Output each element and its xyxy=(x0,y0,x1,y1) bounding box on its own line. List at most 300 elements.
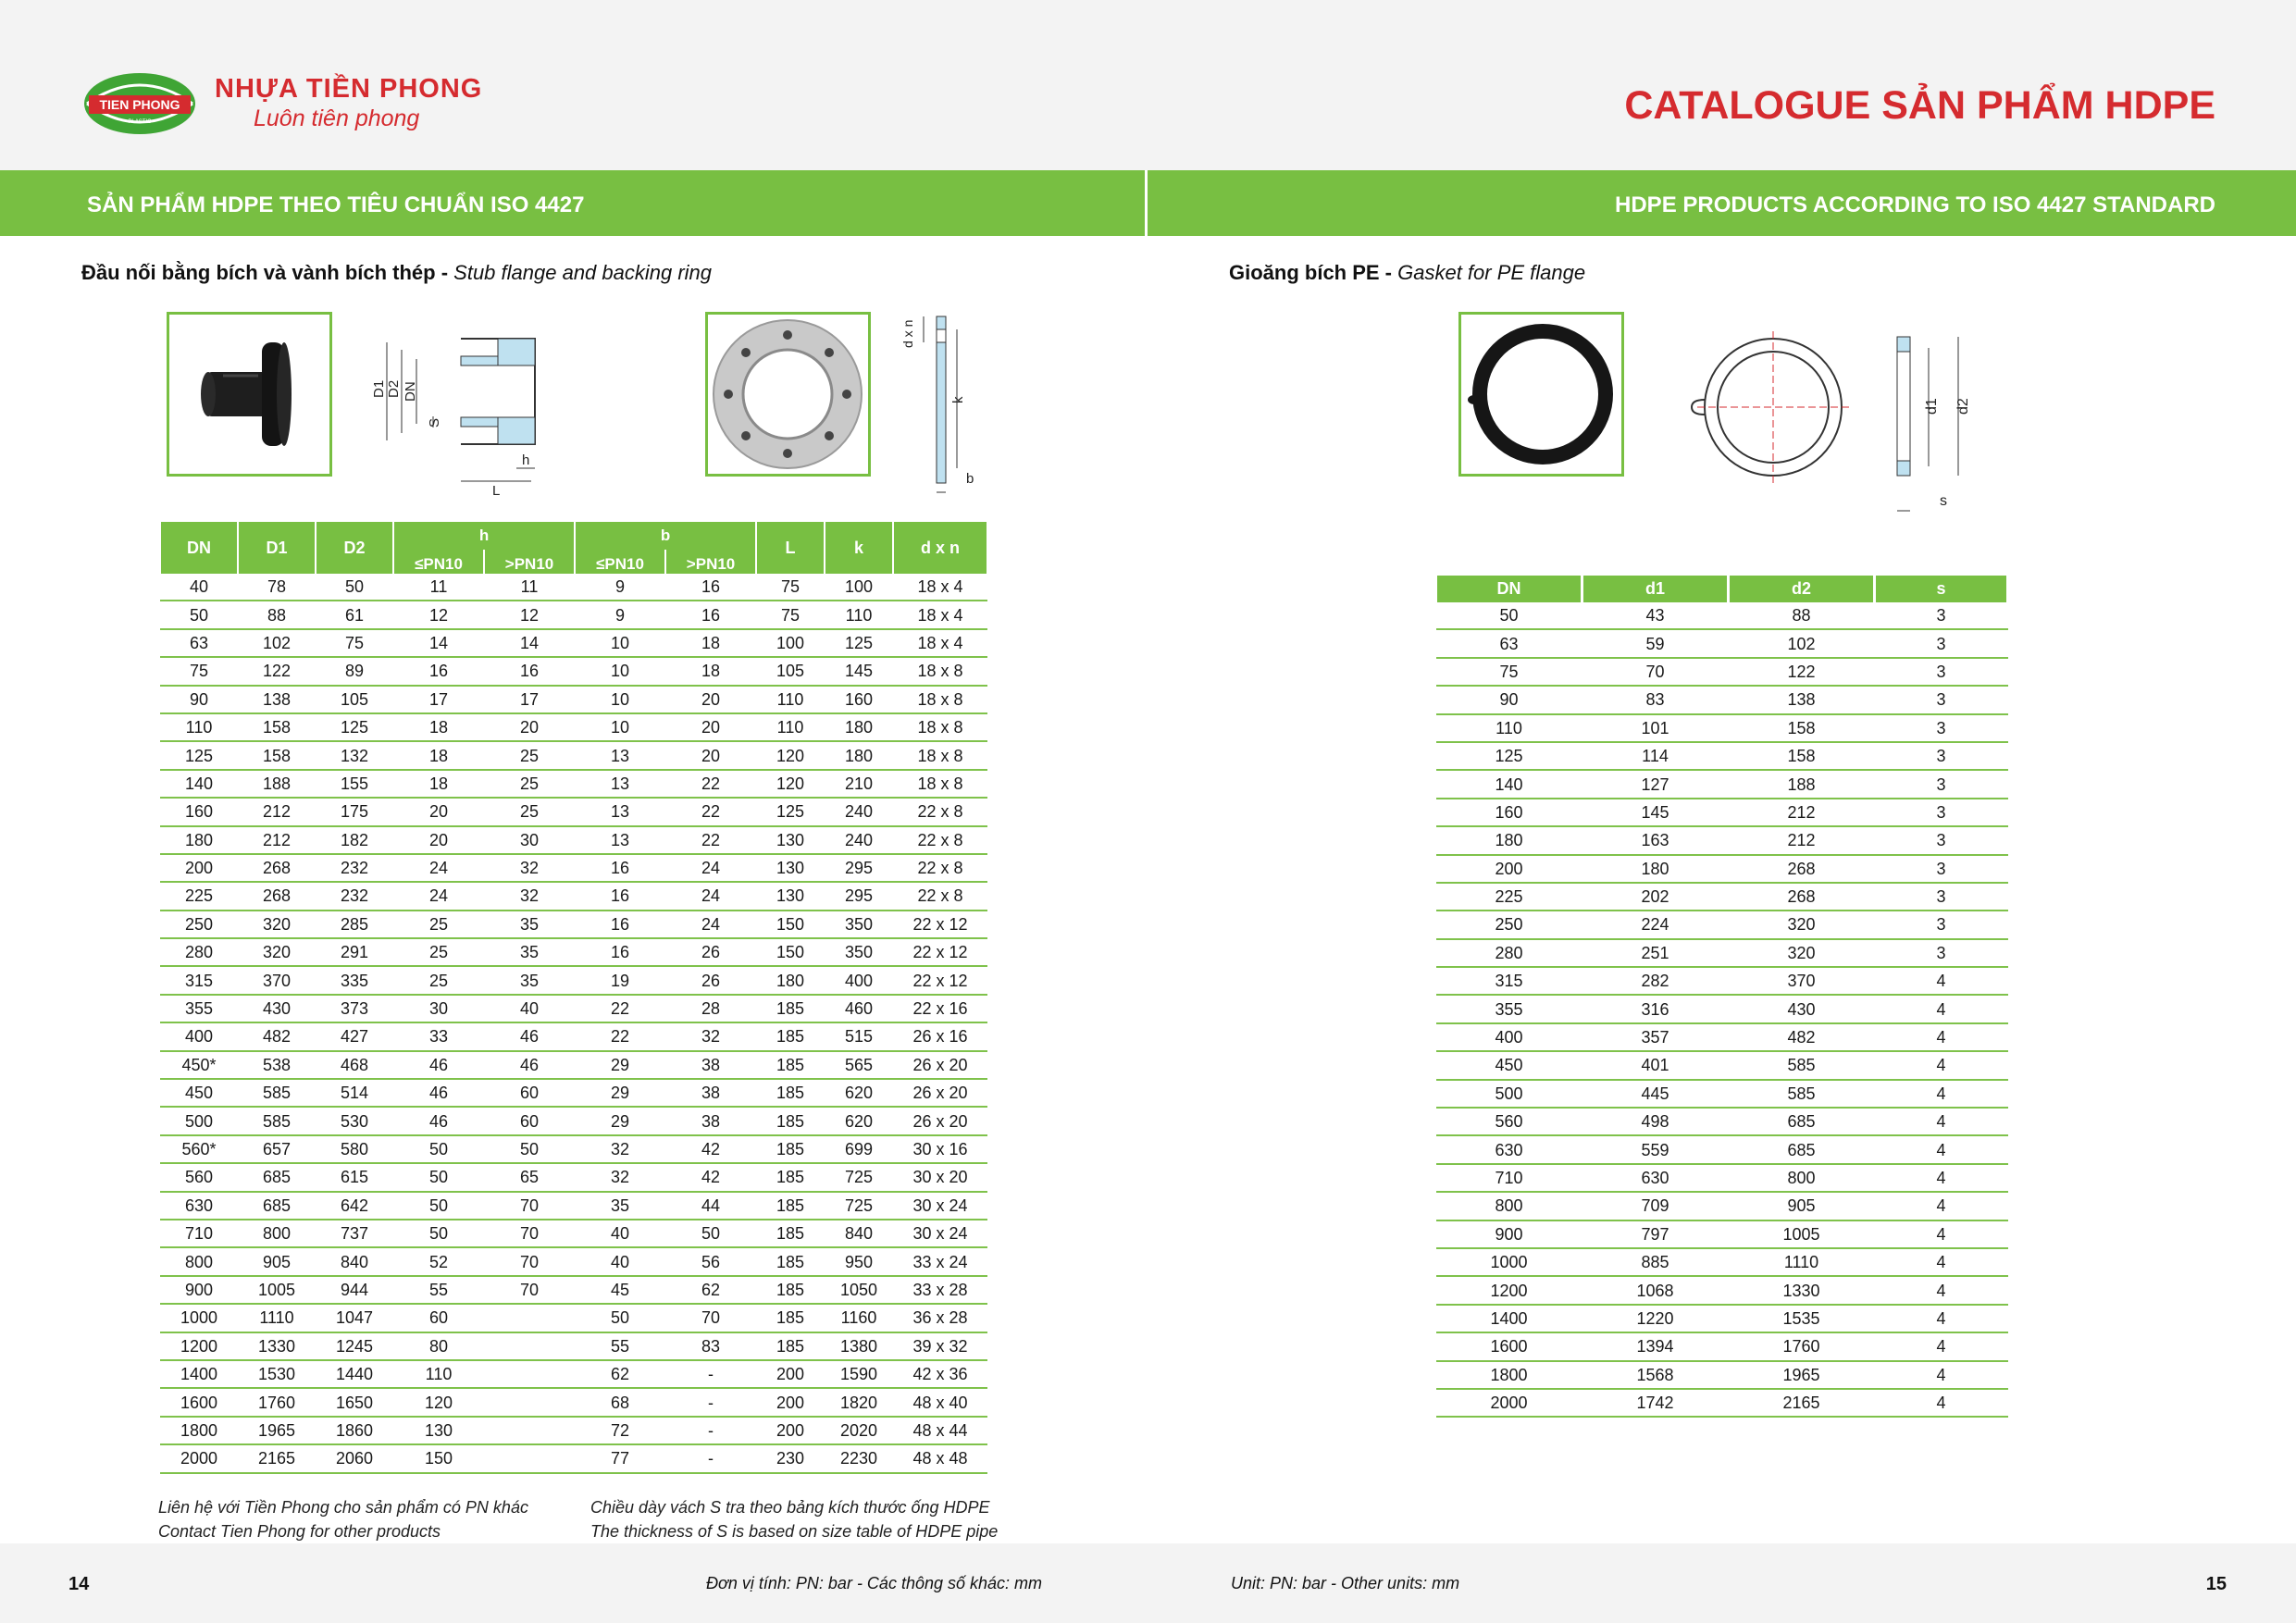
table-cell: 202 xyxy=(1582,883,1729,911)
table-cell: 35 xyxy=(484,911,575,938)
table-cell xyxy=(484,1304,575,1332)
stub-flange-row xyxy=(160,1388,987,1416)
table-cell: - xyxy=(665,1360,756,1388)
table-cell: 4 xyxy=(1875,967,2008,995)
backing-ring-diagram xyxy=(901,311,985,496)
table-cell: 1050 xyxy=(825,1276,893,1304)
dim-gasket-s-label: s xyxy=(1940,493,1947,509)
table-cell: 1568 xyxy=(1582,1361,1729,1389)
table-cell: 482 xyxy=(1729,1023,1875,1051)
table-cell: 1600 xyxy=(1436,1332,1582,1360)
table-cell: 160 xyxy=(825,686,893,713)
table-cell: 400 xyxy=(160,1022,238,1050)
table-cell: 657 xyxy=(238,1135,316,1163)
table-cell: 320 xyxy=(238,911,316,938)
table-cell: 42 xyxy=(665,1163,756,1191)
table-cell: 560 xyxy=(1436,1108,1582,1135)
table-cell: 232 xyxy=(316,854,393,882)
table-cell: 840 xyxy=(316,1247,393,1275)
table-cell: 200 xyxy=(756,1388,825,1416)
table-cell: 38 xyxy=(665,1051,756,1079)
table-cell: 140 xyxy=(1436,770,1582,798)
stub-flange-row xyxy=(160,882,987,910)
stub-flange-row xyxy=(160,657,987,685)
table-cell: 315 xyxy=(1436,967,1582,995)
col-gasket-dn: DN xyxy=(1436,576,1582,602)
table-cell: 905 xyxy=(1729,1192,1875,1220)
table-cell: 400 xyxy=(1436,1023,1582,1051)
table-cell: 12 xyxy=(393,601,484,628)
table-cell: 250 xyxy=(160,911,238,938)
table-cell: 1400 xyxy=(160,1360,238,1388)
table-cell: 212 xyxy=(1729,826,1875,854)
table-cell: 62 xyxy=(575,1360,665,1388)
stub-flange-row xyxy=(160,854,987,882)
table-cell: 585 xyxy=(238,1079,316,1107)
stub-flange-photo-image xyxy=(169,315,329,474)
table-cell: 737 xyxy=(316,1220,393,1247)
table-cell: 3 xyxy=(1875,742,2008,770)
table-cell: 185 xyxy=(756,1163,825,1191)
table-cell: 3 xyxy=(1875,602,2008,629)
table-cell: 26 xyxy=(665,966,756,994)
gasket-row xyxy=(1436,1220,2008,1248)
table-cell: 699 xyxy=(825,1135,893,1163)
table-cell: 3 xyxy=(1875,686,2008,713)
table-cell: 120 xyxy=(756,741,825,769)
table-cell: 110 xyxy=(160,713,238,741)
table-cell: 370 xyxy=(1729,967,1875,995)
table-cell: 22 x 8 xyxy=(893,798,987,825)
table-cell: 4 xyxy=(1875,1248,2008,1276)
table-cell: 1047 xyxy=(316,1304,393,1332)
col-b: b xyxy=(575,522,756,550)
table-cell: 212 xyxy=(1729,799,1875,826)
table-cell: 3 xyxy=(1875,883,2008,911)
gasket-row xyxy=(1436,911,2008,938)
gasket-row xyxy=(1436,742,2008,770)
table-cell: 1600 xyxy=(160,1388,238,1416)
gasket-title-en: Gasket for PE flange xyxy=(1397,261,1586,284)
table-cell: 1110 xyxy=(238,1304,316,1332)
table-cell: 515 xyxy=(825,1022,893,1050)
table-cell: 840 xyxy=(825,1220,893,1247)
table-cell: 1220 xyxy=(1582,1305,1729,1332)
table-cell: 20 xyxy=(665,741,756,769)
table-cell: 32 xyxy=(484,882,575,910)
table-cell: 800 xyxy=(1729,1164,1875,1192)
table-cell: 4 xyxy=(1875,1389,2008,1417)
table-cell: 10 xyxy=(575,629,665,657)
table-cell: 25 xyxy=(484,770,575,798)
table-cell: 88 xyxy=(238,601,316,628)
table-cell: 13 xyxy=(575,741,665,769)
page-number-right: 15 xyxy=(2205,1574,2227,1594)
gasket-photo xyxy=(1458,312,1624,477)
table-cell: 18 x 4 xyxy=(893,629,987,657)
table-cell: 1160 xyxy=(825,1304,893,1332)
table-cell: 10 xyxy=(575,686,665,713)
table-cell: 50 xyxy=(575,1304,665,1332)
stub-flange-row xyxy=(160,995,987,1022)
table-cell: 72 xyxy=(575,1417,665,1444)
table-cell: 4 xyxy=(1875,1361,2008,1389)
table-cell: 155 xyxy=(316,770,393,798)
note-thickness-en: The thickness of S is based on size table of HDPE pipe xyxy=(590,1522,999,1541)
table-cell: 642 xyxy=(316,1192,393,1220)
stub-flange-row xyxy=(160,798,987,825)
gasket-row xyxy=(1436,1135,2008,1163)
table-cell: 50 xyxy=(160,601,238,628)
stub-flange-row xyxy=(160,826,987,854)
table-cell: 180 xyxy=(756,966,825,994)
gasket-section-diagram xyxy=(1869,329,1980,514)
table-cell: 400 xyxy=(825,966,893,994)
table-cell: 68 xyxy=(575,1388,665,1416)
dim-gasket-d1-label: d1 xyxy=(1924,398,1940,415)
gasket-row xyxy=(1436,770,2008,798)
note-thickness xyxy=(590,1495,998,1543)
table-cell: 17 xyxy=(484,686,575,713)
table-cell: 158 xyxy=(1729,714,1875,742)
table-cell: 224 xyxy=(1582,911,1729,938)
table-cell: 145 xyxy=(1582,799,1729,826)
table-cell: 585 xyxy=(238,1107,316,1134)
table-cell: 1000 xyxy=(1436,1248,1582,1276)
table-cell: 16 xyxy=(484,657,575,685)
gasket-photo-image xyxy=(1461,315,1621,474)
table-cell: - xyxy=(665,1388,756,1416)
table-cell: 630 xyxy=(1582,1164,1729,1192)
table-cell: 200 xyxy=(756,1417,825,1444)
note-other-pn-en: Contact Tien Phong for other products xyxy=(158,1522,441,1541)
gasket-row xyxy=(1436,1305,2008,1332)
table-cell: 110 xyxy=(756,686,825,713)
stub-flange-row xyxy=(160,938,987,966)
table-cell: 180 xyxy=(825,713,893,741)
table-cell: 175 xyxy=(316,798,393,825)
table-cell: 905 xyxy=(238,1247,316,1275)
table-cell: 102 xyxy=(1729,629,1875,657)
table-cell: 500 xyxy=(1436,1080,1582,1108)
table-cell: 3 xyxy=(1875,911,2008,938)
table-cell: 4 xyxy=(1875,1305,2008,1332)
table-cell: 240 xyxy=(825,826,893,854)
table-cell: 1650 xyxy=(316,1388,393,1416)
table-cell: 685 xyxy=(238,1163,316,1191)
table-cell: 18 x 8 xyxy=(893,713,987,741)
table-cell: 1742 xyxy=(1582,1389,1729,1417)
table-cell: 185 xyxy=(756,1022,825,1050)
table-cell: 685 xyxy=(1729,1108,1875,1135)
table-cell: 22 x 8 xyxy=(893,826,987,854)
stub-flange-row xyxy=(160,1079,987,1107)
table-cell: 46 xyxy=(484,1022,575,1050)
col-gasket-s: s xyxy=(1875,576,2008,602)
table-cell: 185 xyxy=(756,1247,825,1275)
table-cell: 1965 xyxy=(1729,1361,1875,1389)
table-cell: 225 xyxy=(1436,883,1582,911)
table-cell: 22 x 12 xyxy=(893,966,987,994)
table-cell: 46 xyxy=(393,1107,484,1134)
table-cell: 3 xyxy=(1875,826,2008,854)
gasket-row xyxy=(1436,714,2008,742)
table-cell: 163 xyxy=(1582,826,1729,854)
table-cell: 70 xyxy=(484,1247,575,1275)
table-cell: 130 xyxy=(756,882,825,910)
table-cell: 18 xyxy=(665,629,756,657)
table-cell: 620 xyxy=(825,1079,893,1107)
table-cell: 22 x 8 xyxy=(893,882,987,910)
stub-flange-row xyxy=(160,1276,987,1304)
table-cell: 800 xyxy=(160,1247,238,1275)
table-cell: 48 x 44 xyxy=(893,1417,987,1444)
table-cell: 46 xyxy=(393,1051,484,1079)
table-cell: 1245 xyxy=(316,1332,393,1360)
stub-flange-row xyxy=(160,713,987,741)
gasket-row xyxy=(1436,1192,2008,1220)
table-cell: 944 xyxy=(316,1276,393,1304)
dim-s-label: S xyxy=(427,417,442,427)
table-cell: 145 xyxy=(825,657,893,685)
table-cell: 125 xyxy=(825,629,893,657)
table-cell: 158 xyxy=(1729,742,1875,770)
table-cell: 125 xyxy=(316,713,393,741)
table-cell: 282 xyxy=(1582,967,1729,995)
table-cell: 50 xyxy=(393,1163,484,1191)
table-cell: 500 xyxy=(160,1107,238,1134)
table-cell: 40 xyxy=(484,995,575,1022)
table-cell: 77 xyxy=(575,1444,665,1472)
table-cell: 132 xyxy=(316,741,393,769)
table-cell: 200 xyxy=(756,1360,825,1388)
table-cell: 55 xyxy=(393,1276,484,1304)
table-cell: 10 xyxy=(575,657,665,685)
logo-subtext: PLASTIC xyxy=(128,119,152,125)
table-cell: 18 x 8 xyxy=(893,657,987,685)
col-k: k xyxy=(825,522,893,574)
table-cell: 130 xyxy=(756,826,825,854)
table-cell: 114 xyxy=(1582,742,1729,770)
table-cell: 185 xyxy=(756,1192,825,1220)
table-cell: 26 xyxy=(665,938,756,966)
table-cell: 110 xyxy=(825,601,893,628)
gasket-row xyxy=(1436,1332,2008,1360)
stub-flange-row xyxy=(160,1107,987,1134)
table-cell: 240 xyxy=(825,798,893,825)
dim-d1-label: D1 xyxy=(371,379,387,398)
table-cell: 320 xyxy=(238,938,316,966)
table-cell: 125 xyxy=(756,798,825,825)
table-cell: 65 xyxy=(484,1163,575,1191)
table-cell: 16 xyxy=(665,601,756,628)
table-cell: 90 xyxy=(1436,686,1582,713)
catalogue-title: CATALOGUE SẢN PHẨM HDPE xyxy=(1624,83,2215,128)
table-cell: 24 xyxy=(665,854,756,882)
col-dxn: d x n xyxy=(893,522,987,574)
table-cell: 450* xyxy=(160,1051,238,1079)
gasket-row xyxy=(1436,826,2008,854)
table-cell: 46 xyxy=(393,1079,484,1107)
table-cell: 560* xyxy=(160,1135,238,1163)
table-cell: 70 xyxy=(484,1192,575,1220)
table-cell: 59 xyxy=(1582,629,1729,657)
table-cell: 25 xyxy=(393,911,484,938)
table-cell: 4 xyxy=(1875,1108,2008,1135)
table-cell: 3 xyxy=(1875,770,2008,798)
table-cell: 280 xyxy=(160,938,238,966)
table-cell: 127 xyxy=(1582,770,1729,798)
table-cell: 50 xyxy=(316,574,393,601)
table-cell: 1200 xyxy=(1436,1276,1582,1304)
table-cell: 285 xyxy=(316,911,393,938)
col-gasket-d1: d1 xyxy=(1582,576,1729,602)
table-cell: 4 xyxy=(1875,1192,2008,1220)
note-other-pn xyxy=(158,1495,528,1543)
table-cell: 295 xyxy=(825,882,893,910)
table-cell: 25 xyxy=(484,798,575,825)
table-cell: 4 xyxy=(1875,1332,2008,1360)
table-cell: 230 xyxy=(756,1444,825,1472)
table-cell: 16 xyxy=(665,574,756,601)
table-cell: 180 xyxy=(1582,855,1729,883)
dim-b-label: b xyxy=(966,471,974,487)
table-cell: 36 x 28 xyxy=(893,1304,987,1332)
table-cell: - xyxy=(665,1417,756,1444)
stub-flange-row xyxy=(160,1247,987,1275)
table-cell: 18 xyxy=(393,741,484,769)
table-cell: 1440 xyxy=(316,1360,393,1388)
table-cell: 185 xyxy=(756,1107,825,1134)
table-cell: 180 xyxy=(160,826,238,854)
table-cell: 61 xyxy=(316,601,393,628)
stub-flange-row xyxy=(160,1135,987,1163)
table-cell: 1005 xyxy=(1729,1220,1875,1248)
table-cell: 75 xyxy=(1436,658,1582,686)
table-cell: 585 xyxy=(1729,1051,1875,1079)
dim-dn-label: DN xyxy=(403,381,418,402)
table-cell: 316 xyxy=(1582,995,1729,1022)
table-cell: 1200 xyxy=(160,1332,238,1360)
table-cell: 900 xyxy=(1436,1220,1582,1248)
table-cell: 90 xyxy=(160,686,238,713)
table-cell: 60 xyxy=(484,1079,575,1107)
dim-h-label: h xyxy=(522,452,530,468)
gasket-row xyxy=(1436,1023,2008,1051)
table-cell: 130 xyxy=(393,1417,484,1444)
table-cell: 24 xyxy=(665,882,756,910)
stub-flange-row xyxy=(160,911,987,938)
gasket-title-vi: Gioăng bích PE - xyxy=(1229,261,1398,284)
table-cell: 32 xyxy=(575,1135,665,1163)
gasket-row xyxy=(1436,799,2008,826)
table-cell: 101 xyxy=(1582,714,1729,742)
table-cell: 24 xyxy=(393,882,484,910)
stub-flange-row xyxy=(160,1051,987,1079)
tien-phong-logo xyxy=(83,72,196,135)
table-cell xyxy=(484,1360,575,1388)
table-cell: - xyxy=(665,1444,756,1472)
table-cell: 4 xyxy=(1875,1051,2008,1079)
table-cell: 450 xyxy=(160,1079,238,1107)
table-cell: 1000 xyxy=(160,1304,238,1332)
table-cell: 89 xyxy=(316,657,393,685)
table-cell: 16 xyxy=(575,911,665,938)
backing-ring-photo-image xyxy=(708,315,868,474)
table-cell: 60 xyxy=(484,1107,575,1134)
table-cell: 430 xyxy=(1729,995,1875,1022)
table-cell: 138 xyxy=(238,686,316,713)
stub-flange-photo xyxy=(167,312,332,477)
table-cell: 559 xyxy=(1582,1135,1729,1163)
table-cell: 1005 xyxy=(238,1276,316,1304)
table-cell: 373 xyxy=(316,995,393,1022)
dim-k-label: k xyxy=(950,396,966,403)
table-cell: 125 xyxy=(160,741,238,769)
brand-name: NHỰA TIỀN PHONG xyxy=(215,74,483,104)
section-band-left xyxy=(0,170,1145,236)
table-cell: 22 xyxy=(665,798,756,825)
table-cell: 22 x 8 xyxy=(893,854,987,882)
table-cell: 210 xyxy=(825,770,893,798)
table-cell: 26 x 16 xyxy=(893,1022,987,1050)
col-h-gt-pn10: >PN10 xyxy=(484,550,575,574)
stub-flange-row xyxy=(160,741,987,769)
table-cell: 430 xyxy=(238,995,316,1022)
table-cell: 725 xyxy=(825,1163,893,1191)
table-cell: 18 x 4 xyxy=(893,601,987,628)
table-cell: 16 xyxy=(393,657,484,685)
brand-slogan: Luôn tiên phong xyxy=(254,105,420,131)
table-cell: 280 xyxy=(1436,939,1582,967)
table-cell: 185 xyxy=(756,1220,825,1247)
stub-flange-row xyxy=(160,1163,987,1191)
gasket-title xyxy=(1229,261,1585,285)
dim-dxn-label: d x n xyxy=(900,319,915,348)
table-cell: 1535 xyxy=(1729,1305,1875,1332)
table-cell: 188 xyxy=(1729,770,1875,798)
table-cell: 1820 xyxy=(825,1388,893,1416)
table-cell: 33 x 24 xyxy=(893,1247,987,1275)
table-cell: 1330 xyxy=(238,1332,316,1360)
table-cell: 4 xyxy=(1875,1023,2008,1051)
table-cell: 80 xyxy=(393,1332,484,1360)
table-cell: 3 xyxy=(1875,855,2008,883)
table-cell: 4 xyxy=(1875,1135,2008,1163)
page-number-left: 14 xyxy=(68,1574,90,1594)
table-cell: 710 xyxy=(1436,1164,1582,1192)
table-cell: 18 xyxy=(393,770,484,798)
table-cell: 900 xyxy=(160,1276,238,1304)
table-cell: 538 xyxy=(238,1051,316,1079)
table-cell: 2000 xyxy=(160,1444,238,1472)
table-cell: 25 xyxy=(484,741,575,769)
gasket-row xyxy=(1436,1361,2008,1389)
units-note-en: Unit: PN: bar - Other units: mm xyxy=(1231,1574,1460,1592)
table-cell: 22 xyxy=(575,995,665,1022)
table-cell: 185 xyxy=(756,1079,825,1107)
table-cell: 110 xyxy=(756,713,825,741)
table-cell: 50 xyxy=(393,1135,484,1163)
table-cell: 630 xyxy=(1436,1135,1582,1163)
table-cell: 30 x 20 xyxy=(893,1163,987,1191)
table-cell: 75 xyxy=(756,601,825,628)
table-cell xyxy=(484,1444,575,1472)
table-cell: 2165 xyxy=(238,1444,316,1472)
table-cell: 35 xyxy=(484,938,575,966)
table-cell: 3 xyxy=(1875,714,2008,742)
table-cell: 22 xyxy=(665,826,756,854)
